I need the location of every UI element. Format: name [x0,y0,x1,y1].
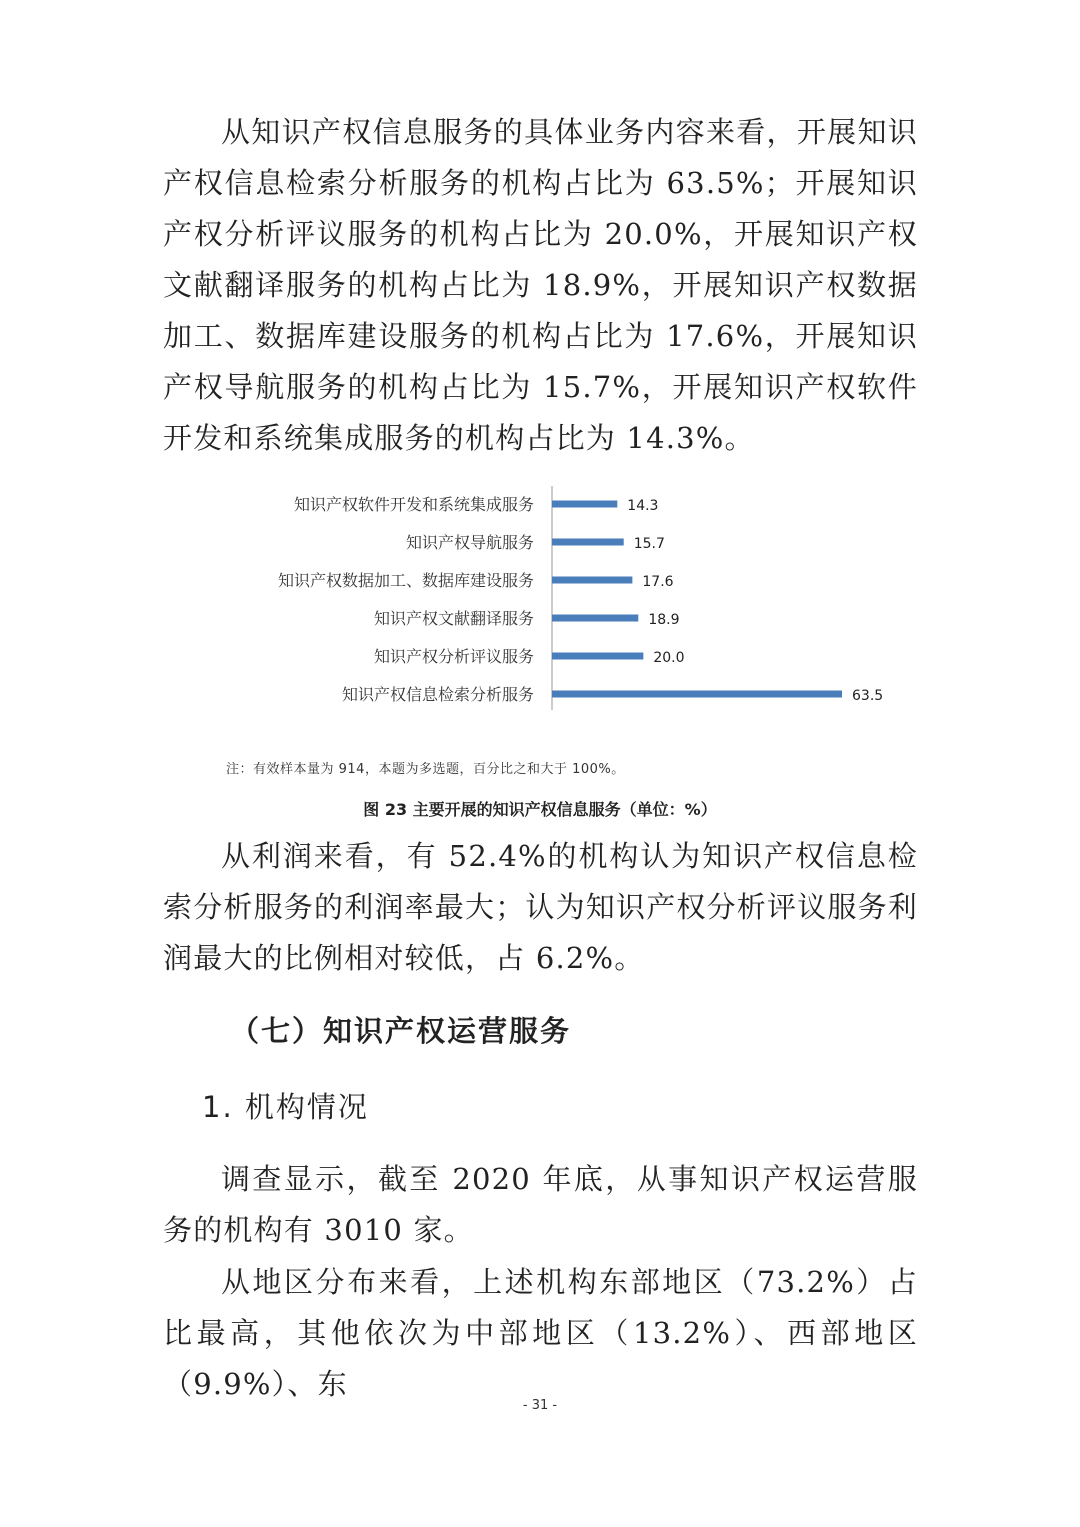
bar-2 [552,577,632,584]
value-label-4: 20.0 [653,650,685,666]
bar-0 [552,501,617,508]
value-label-3: 18.9 [648,612,680,628]
value-label-2: 17.6 [642,574,674,590]
paragraph-regional-distribution: 从地区分布来看，上述机构东部地区（73.2%）占比最高，其他依次为中部地区（13.2%）、西部地区（9.9%）、东 [163,1265,918,1401]
category-label-4: 知识产权分析评议服务 [373,647,534,666]
value-label-1: 15.7 [633,536,665,552]
paragraph-info-service-content: 从知识产权信息服务的具体业务内容来看，开展知识产权信息检索分析服务的机构占比为 63.5%；开展知识产权分析评议服务的机构占比为 20.0%，开展知识产权文献翻译服务的机构占比为 18.9%，开展知识产权数据加工、数据库建设服务的机构占比为 17.6%，开展知识产权导航服务的机构占比为 15.7%，开展知识产权软件开发和系统集成服务的机构占比为 14.3%。 [163,115,918,455]
paragraph-survey-count: 调查显示，截至 2020 年底，从事知识产权运营服务的机构有 3010 家。 [163,1162,918,1247]
section-heading: （七）知识产权运营服务 [230,1014,572,1048]
value-label-0: 14.3 [627,498,659,514]
category-label-0: 知识产权软件开发和系统集成服务 [293,495,534,514]
page-number: - 31 - [522,1398,558,1413]
subsection-heading: 1. 机构情况 [202,1090,369,1124]
figure-note: 注：有效样本量为 914，本题为多选题，百分比之和大于 100%。 [226,762,625,777]
category-label-2: 知识产权数据加工、数据库建设服务 [277,571,534,590]
bar-3 [552,615,638,622]
category-label-5: 知识产权信息检索分析服务 [341,685,534,704]
paragraph-profit: 从利润来看，有 52.4%的机构认为知识产权信息检索分析服务的利润率最大；认为知识产权分析评议服务利润最大的比例相对较低，占 6.2%。 [163,839,919,975]
bar-1 [552,539,624,546]
category-label-1: 知识产权导航服务 [405,533,534,552]
value-label-5: 63.5 [852,688,884,704]
bar-chart-info-services [200,478,920,718]
category-label-3: 知识产权文献翻译服务 [373,609,534,628]
figure-caption: 图 23 主要开展的知识产权信息服务（单位：%） [363,800,717,819]
bar-4 [552,653,643,660]
bar-5 [552,691,842,698]
